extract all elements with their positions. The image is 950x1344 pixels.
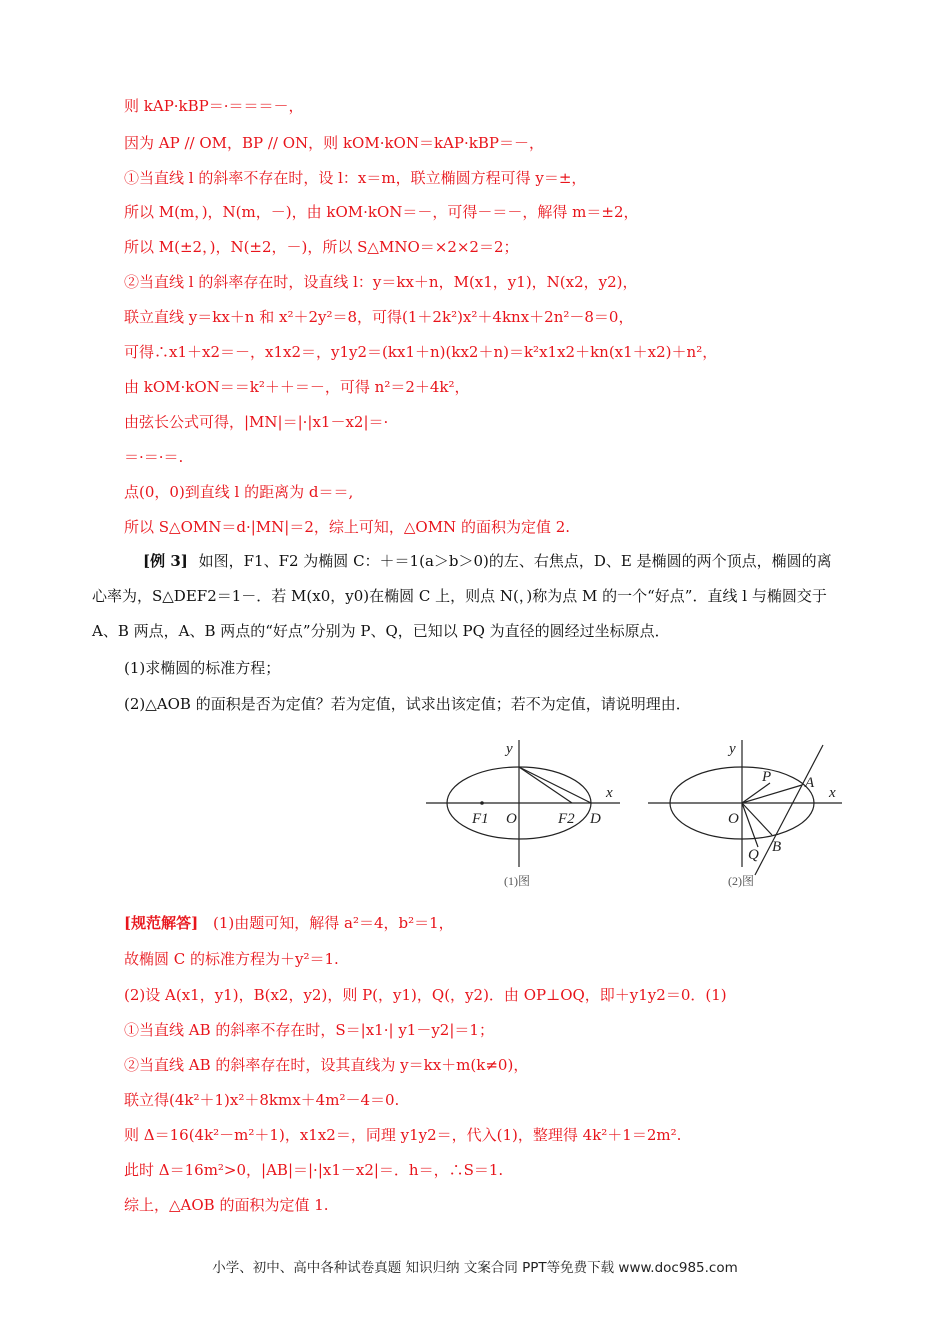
standard-solution-line-4: ①当直线 AB 的斜率不存在时，S＝|x1·| y1－y2|＝1； bbox=[124, 1021, 494, 1039]
fig2-y-label: y bbox=[729, 741, 736, 757]
standard-solution-first-line bbox=[124, 913, 454, 933]
fig1-f2-label: F2 bbox=[558, 811, 575, 827]
fig1-x-label: x bbox=[606, 785, 613, 801]
solution-line-5: 所以 M(±2，)，N(±2，－)，所以 S△MNO＝×2×2＝2； bbox=[124, 238, 519, 256]
standard-solution-line-6: 联立得(4k²＋1)x²＋8kmx＋4m²－4＝0. bbox=[124, 1091, 400, 1109]
fig1-f1-point bbox=[480, 801, 484, 805]
fig2-a-label: A bbox=[805, 775, 815, 791]
ellipse-figures bbox=[420, 735, 860, 895]
fig2-o-label: O bbox=[728, 811, 739, 827]
fig2-segment-oq bbox=[742, 803, 758, 847]
solution-line-12: 点(0，0)到直线 l 的距离为 d＝＝, bbox=[124, 483, 354, 501]
fig1-f1-label: F1 bbox=[472, 811, 489, 827]
fig2-segment-oa bbox=[742, 785, 802, 803]
solution-line-9: 由 kOM·kON＝＝k²＋＋＝－，可得 n²＝2＋4k²， bbox=[124, 378, 470, 396]
fig2-segment-op bbox=[742, 783, 770, 803]
fig1-segment-ef2 bbox=[519, 767, 572, 803]
fig1-segment-ed bbox=[519, 767, 591, 803]
solution-tag: [规范解答] bbox=[124, 914, 199, 932]
solution-line-3: ①当直线 l 的斜率不存在时，设 l：x＝m，联立椭圆方程可得 y＝±， bbox=[124, 169, 587, 187]
fig2-caption: (2)图 bbox=[728, 874, 754, 888]
standard-solution-line-8: 此时 Δ＝16m²>0，|AB|＝|·|x1－x2|＝．h＝，∴S＝1. bbox=[124, 1161, 504, 1179]
solution-line-13: 所以 S△OMN＝d·|MN|＝2，综上可知，△OMN 的面积为定值 2. bbox=[124, 518, 571, 536]
fig1-caption: (1)图 bbox=[504, 874, 530, 888]
solution-line-7: 联立直线 y＝kx＋n 和 x²＋2y²＝8，可得(1＋2k²)x²＋4knx＋2n²－8＝0， bbox=[124, 308, 634, 326]
question-1: (1)求椭圆的标准方程； bbox=[124, 659, 281, 677]
fig2-q-label: Q bbox=[748, 847, 759, 863]
solution-line-2: 因为 AP // OM，BP // ON，则 kOM·kON＝kAP·kBP＝－， bbox=[124, 134, 544, 152]
fig2-b-label: B bbox=[772, 839, 782, 855]
solution-line-1: 则 kAP·kBP＝·＝＝＝－， bbox=[124, 97, 304, 115]
standard-solution-line-3: (2)设 A(x1，y1)，B(x2，y2)，则 P(，y1)，Q(，y2)．由 OP⊥OQ，即＋y1y2＝0．(1) bbox=[124, 986, 727, 1004]
standard-solution-line-9: 综上，△AOB 的面积为定值 1. bbox=[124, 1196, 329, 1214]
example-line-3: A、B 两点，A、B 两点的“好点”分别为 P、Q，已知以 PQ 为直径的圆经过坐标原点． bbox=[92, 622, 670, 640]
example-tag: [例 3] bbox=[143, 552, 188, 570]
standard-solution-line-1: (1)由题可知，解得 a²＝4，b²＝1， bbox=[212, 914, 454, 932]
solution-line-4: 所以 M(m，)，N(m，－)，由 kOM·kON＝－，可得－＝－，解得 m＝±2， bbox=[124, 203, 639, 221]
fig1-o-label: O bbox=[506, 811, 517, 827]
example-line-1: 如图，F1、F2 为椭圆 C：＋＝1(a＞b＞0)的左、右焦点，D、E 是椭圆的两个顶点，椭圆的离 bbox=[198, 552, 832, 570]
figure-1 bbox=[426, 740, 620, 867]
fig1-y-label: y bbox=[506, 741, 513, 757]
standard-solution-line-5: ②当直线 AB 的斜率存在时，设其直线为 y＝kx＋m(k≠0)， bbox=[124, 1056, 529, 1074]
fig1-d-label: D bbox=[590, 811, 601, 827]
page-footer: 小学、初中、高中各种试卷真题 知识归纳 文案合同 PPT等免费下载 www.doc985.com bbox=[212, 1260, 738, 1276]
solution-line-10: 由弦长公式可得，|MN|＝|·|x1－x2|＝· bbox=[124, 413, 389, 431]
standard-solution-line-7: 则 Δ＝16(4k²－m²＋1)，x1x2＝，同理 y1y2＝，代入(1)，整理得 4k²＋1＝2m². bbox=[124, 1126, 682, 1144]
figure-2 bbox=[648, 740, 842, 875]
solution-line-6: ②当直线 l 的斜率存在时，设直线 l：y＝kx＋n，M(x1，y1)，N(x2，y2)， bbox=[124, 273, 638, 291]
solution-line-11: ＝·＝·＝. bbox=[124, 448, 184, 466]
fig2-p-label: P bbox=[762, 769, 772, 785]
standard-solution-line-2: 故椭圆 C 的标准方程为＋y²＝1. bbox=[124, 950, 339, 968]
example-line-2: 心率为，S△DEF2＝1－．若 M(x0，y0)在椭圆 C 上，则点 N(，)称为点 M 的一个“好点”．直线 l 与椭圆交于 bbox=[92, 587, 827, 605]
solution-line-8: 可得∴x1＋x2＝－，x1x2＝，y1y2＝(kx1＋n)(kx2＋n)＝k²x1x2＋kn(x1＋x2)＋n²， bbox=[124, 343, 718, 361]
question-2: (2)△AOB 的面积是否为定值？若为定值，试求出该定值；若不为定值，请说明理由． bbox=[124, 695, 691, 713]
example-first-line bbox=[143, 551, 832, 571]
fig2-segment-ob bbox=[742, 803, 772, 835]
fig2-x-label: x bbox=[829, 785, 836, 801]
